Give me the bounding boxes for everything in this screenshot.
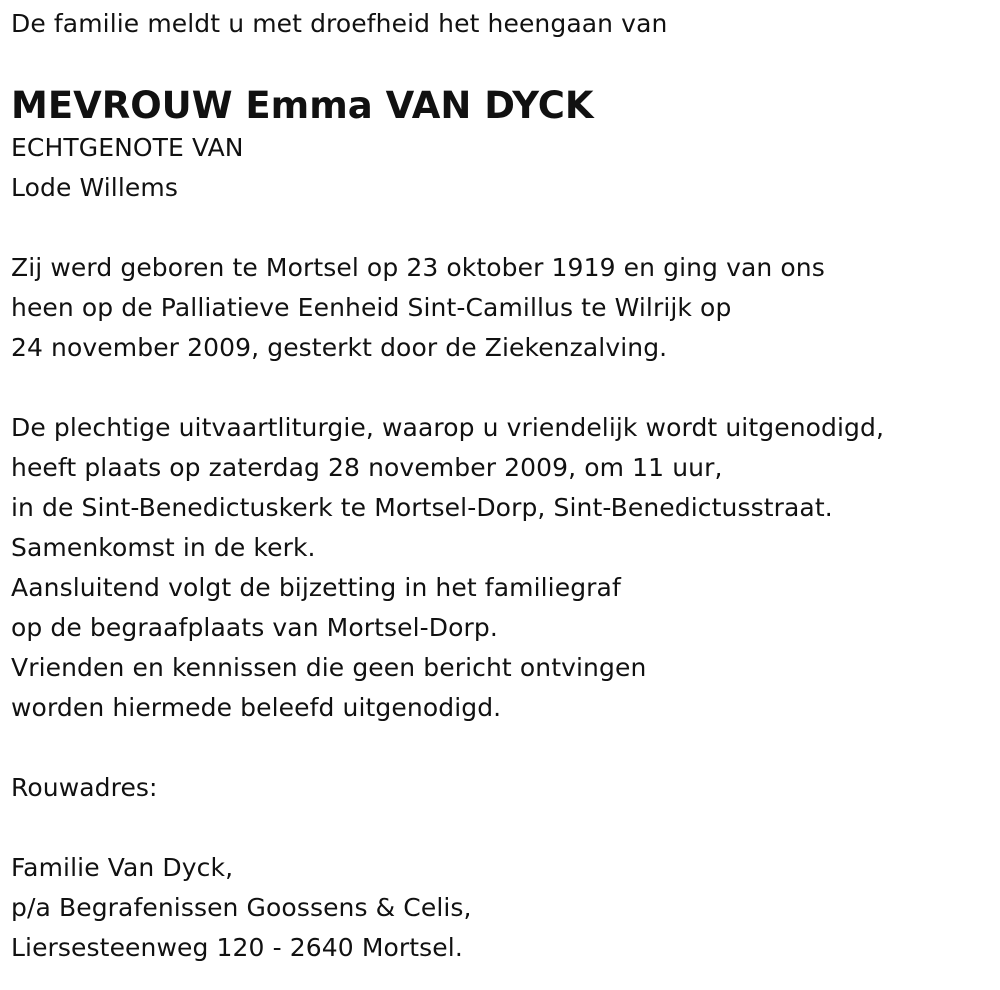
paragraph-line: De plechtige uitvaartliturgie, waarop u vriendelijk wordt uitgenodigd, <box>11 413 885 442</box>
paragraph-line: heeft plaats op zaterdag 28 november 2009, om 11 uur, <box>11 453 723 482</box>
address-label: Rouwadres: <box>11 773 158 802</box>
paragraph-line: Samenkomst in de kerk. <box>11 533 316 562</box>
spacer <box>11 808 991 848</box>
mourning-address <box>11 848 991 968</box>
funeral-notice <box>11 4 991 968</box>
paragraph-line: Aansluitend volgt de bijzetting in het familiegraf <box>11 573 621 602</box>
paragraph-line: 24 november 2009, gesterkt door de Ziekenzalving. <box>11 333 668 362</box>
deceased-name: MEVROUW Emma VAN DYCK <box>11 84 594 127</box>
intro-text: De familie meldt u met droefheid het heengaan van <box>11 9 668 38</box>
paragraph-line: Vrienden en kennissen die geen bericht ontvingen <box>11 653 647 682</box>
address-line: Liersesteenweg 120 - 2640 Mortsel. <box>11 933 463 962</box>
ceremony-paragraph <box>11 408 991 728</box>
spacer <box>11 728 991 768</box>
birth-death-paragraph <box>11 248 991 368</box>
address-line: Familie Van Dyck, <box>11 853 234 882</box>
spacer <box>11 208 991 248</box>
spacer <box>11 368 991 408</box>
paragraph-line: worden hiermede beleefd uitgenodigd. <box>11 693 502 722</box>
paragraph-line: Zij werd geboren te Mortsel op 23 oktober 1919 en ging van ons <box>11 253 825 282</box>
paragraph-line: op de begraafplaats van Mortsel-Dorp. <box>11 613 498 642</box>
relation-label: ECHTGENOTE VAN <box>11 133 244 162</box>
spouse-name: Lode Willems <box>11 173 178 202</box>
paragraph-line: in de Sint-Benedictuskerk te Mortsel-Dorp, Sint-Benedictusstraat. <box>11 493 833 522</box>
address-line: p/a Begrafenissen Goossens & Celis, <box>11 893 472 922</box>
paragraph-line: heen op de Palliatieve Eenheid Sint-Camillus te Wilrijk op <box>11 293 732 322</box>
